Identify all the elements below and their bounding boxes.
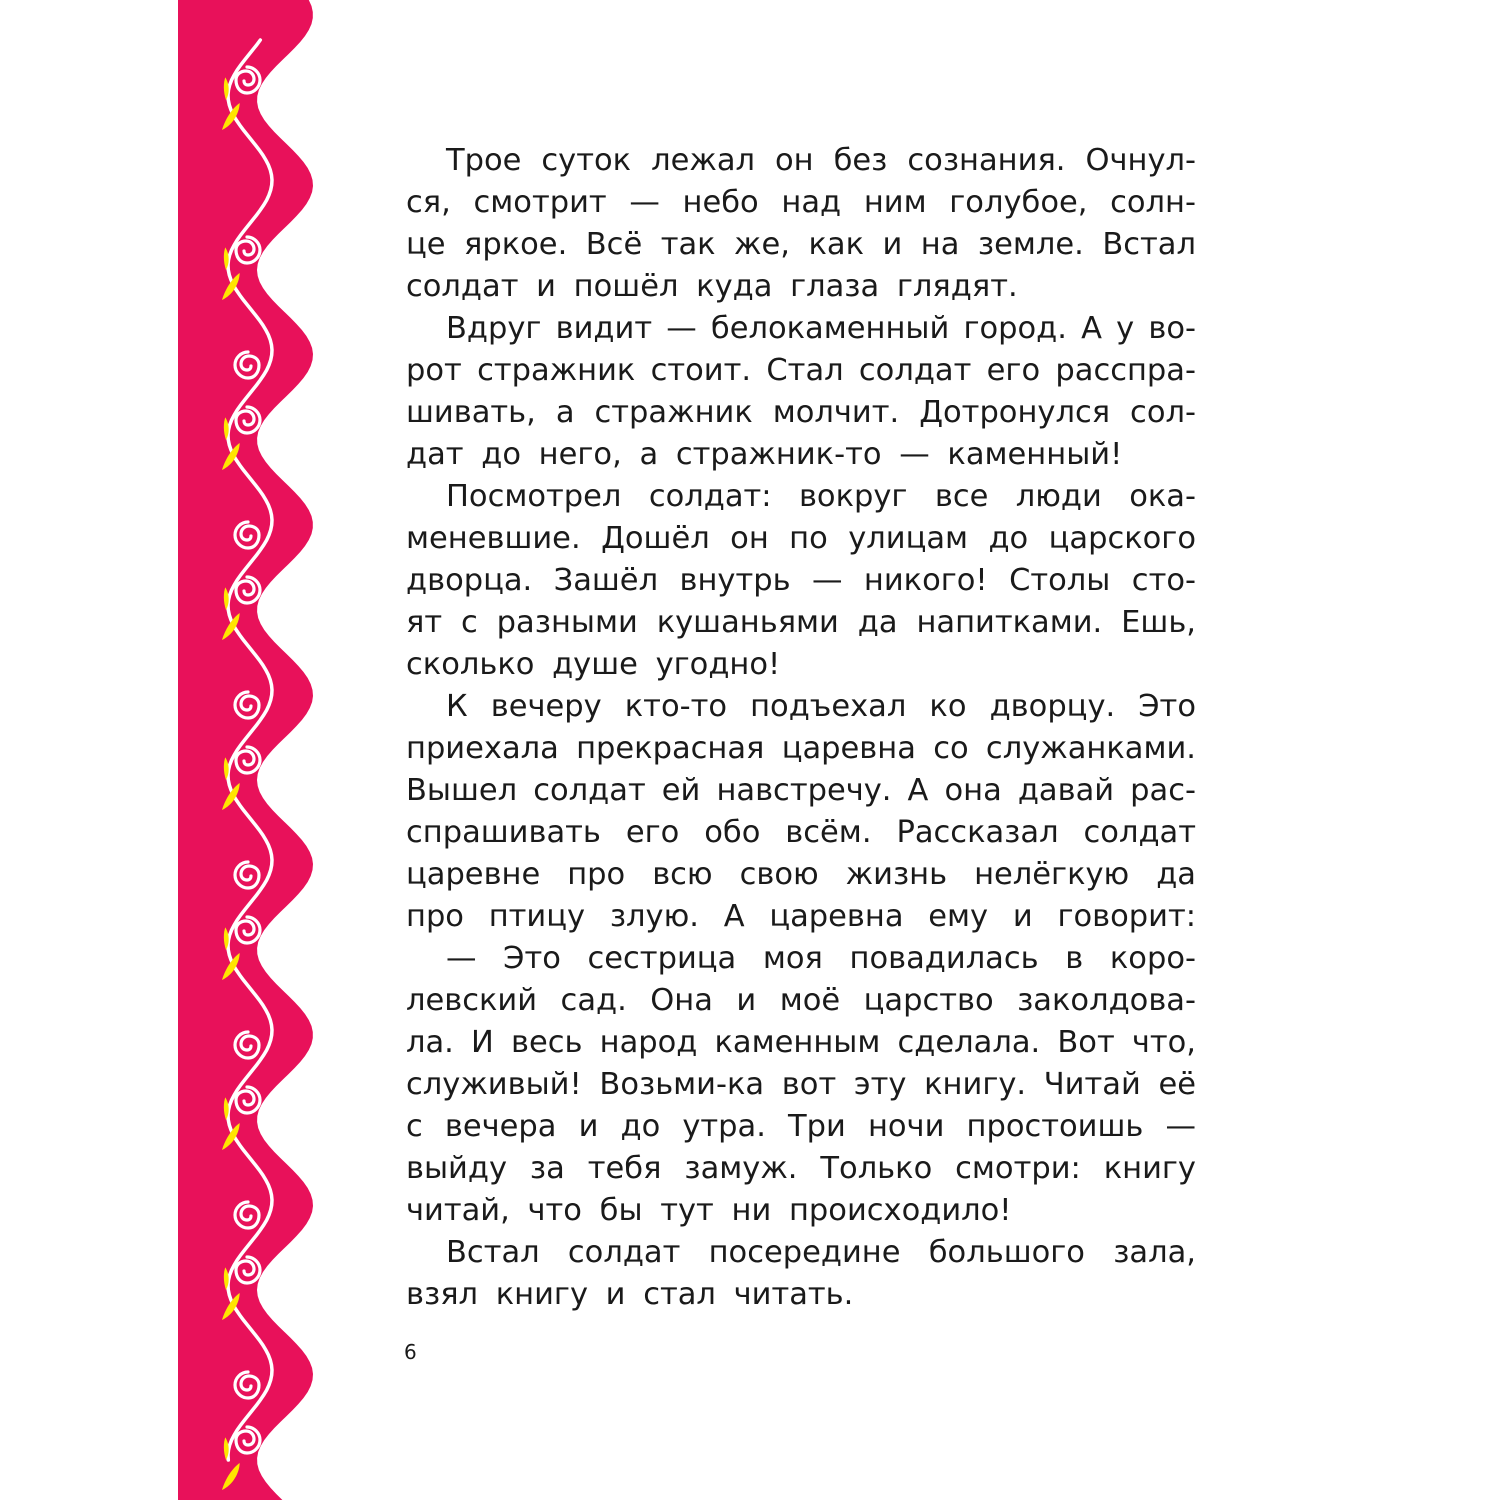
- text-line: читай, что бы тут ни происходило!: [406, 1193, 1012, 1228]
- text-line: ла. И весь народ каменным сделала. Вот что,: [406, 1025, 1196, 1060]
- text-line: Вдруг видит — белокаменный город. А у во-: [446, 311, 1196, 346]
- text-line: про птицу злую. А царевна ему и говорит:: [406, 899, 1196, 934]
- text-line: Трое суток лежал он без сознания. Очнул-: [446, 143, 1196, 178]
- text-line: ят с разными кушаньями да напитками. Ешь,: [406, 605, 1196, 640]
- text-line: солдат и пошёл куда глаза глядят.: [406, 269, 1018, 304]
- text-line: служивый! Возьми-ка вот эту книгу. Читай её: [406, 1067, 1196, 1102]
- story-text: [406, 140, 1196, 1316]
- text-line: дат до него, а стражник-то — каменный!: [406, 437, 1123, 472]
- text-line: Встал солдат посередине большого зала,: [446, 1235, 1196, 1270]
- text-line: рот стражник стоит. Стал солдат его расспра-: [406, 353, 1196, 388]
- text-line: царевне про всю свою жизнь нелёгкую да: [406, 857, 1196, 892]
- text-line: К вечеру кто-то подъехал ко дворцу. Это: [446, 689, 1196, 724]
- text-line: дворца. Зашёл внутрь — никого! Столы сто-: [406, 563, 1196, 598]
- text-line: меневшие. Дошёл он по улицам до царского: [406, 521, 1196, 556]
- text-line: взял книгу и стал читать.: [406, 1277, 854, 1312]
- decorative-border: [0, 0, 340, 1500]
- text-line: шивать, а стражник молчит. Дотронулся сол-: [406, 395, 1196, 430]
- text-line: Посмотрел солдат: вокруг все люди ока-: [446, 479, 1196, 514]
- text-line: Вышел солдат ей навстречу. А она давай рас-: [406, 773, 1196, 808]
- page-number: 6: [404, 1340, 417, 1364]
- text-line: с вечера и до утра. Три ночи простоишь —: [406, 1109, 1196, 1144]
- text-line: — Это сестрица моя повадилась в коро-: [446, 941, 1196, 976]
- text-line: спрашивать его обо всём. Рассказал солдат: [406, 815, 1196, 850]
- text-line: сколько душе угодно!: [406, 647, 781, 682]
- text-line: це яркое. Всё так же, как и на земле. Встал: [406, 227, 1196, 262]
- text-line: приехала прекрасная царевна со служанками.: [406, 731, 1196, 766]
- text-line: ся, смотрит — небо над ним голубое, солн-: [406, 185, 1196, 220]
- text-line: левский сад. Она и моё царство заколдова-: [406, 983, 1196, 1018]
- text-line: выйду за тебя замуж. Только смотри: книгу: [406, 1151, 1196, 1186]
